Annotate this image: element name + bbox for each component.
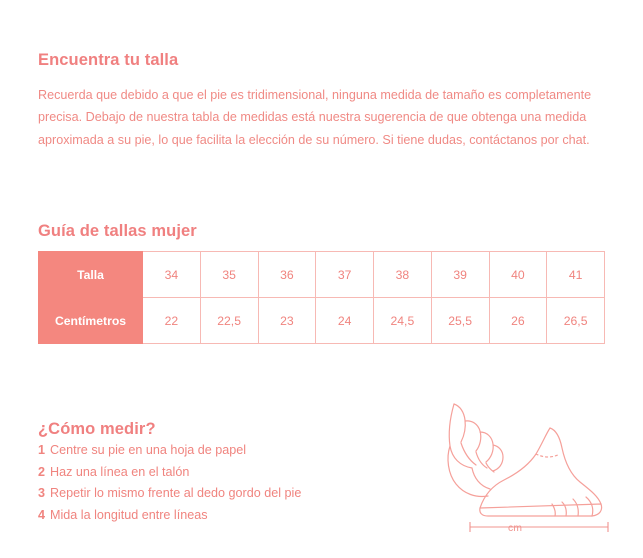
step-number: 4: [38, 507, 46, 522]
table-cell: 24,5: [374, 298, 432, 344]
table-row-header: Centímetros: [39, 298, 143, 344]
women-size-guide-title: Guía de tallas mujer: [38, 221, 197, 240]
table-cell: 24: [316, 298, 374, 344]
table-cell: 36: [258, 252, 316, 298]
list-item: [38, 440, 418, 462]
step-text: Centre su pie en una hoja de papel: [50, 443, 247, 457]
illustration-caption: cm: [508, 522, 522, 534]
table-row: [39, 252, 605, 298]
table-cell: 26: [489, 298, 547, 344]
list-item: [38, 462, 418, 484]
step-number: 1: [38, 443, 46, 457]
list-item: [38, 483, 418, 505]
table-cell: 41: [547, 252, 605, 298]
step-text: Haz una línea en el talón: [50, 464, 190, 479]
table-cell: 35: [200, 252, 258, 298]
how-to-measure-title: ¿Cómo medir?: [38, 419, 156, 438]
table-row: [39, 298, 605, 344]
table-cell: 26,5: [547, 298, 605, 344]
table-cell: 25,5: [431, 298, 489, 344]
step-text: Repetir lo mismo frente al dedo gordo del pie: [50, 486, 302, 500]
intro-paragraph: Recuerda que debido a que el pie es tridimensional, ninguna medida de tamaño es completamente precisa. Debajo de nuestra tabla de medidas está nuestra sugerencia de que obtenga una medida aproximada a su pie, lo que facilita la elección de su número. Si tiene dudas, contáctanos por chat.: [38, 87, 592, 147]
table-cell: 23: [258, 298, 316, 344]
list-item: [38, 505, 418, 527]
intro-title: Encuentra tu talla: [38, 51, 179, 70]
table-cell: 22: [143, 298, 201, 344]
size-table: [38, 251, 605, 344]
table-cell: 37: [316, 252, 374, 298]
step-number: 2: [38, 464, 46, 479]
table-row-header: Talla: [39, 252, 143, 298]
step-text: Mida la longitud entre líneas: [50, 507, 208, 522]
table-cell: 22,5: [200, 298, 258, 344]
table-cell: 38: [374, 252, 432, 298]
table-cell: 40: [489, 252, 547, 298]
foot-measure-illustration: [440, 396, 615, 541]
table-cell: 39: [431, 252, 489, 298]
how-to-measure-list: [38, 440, 418, 526]
step-number: 3: [38, 486, 46, 500]
table-cell: 34: [143, 252, 201, 298]
